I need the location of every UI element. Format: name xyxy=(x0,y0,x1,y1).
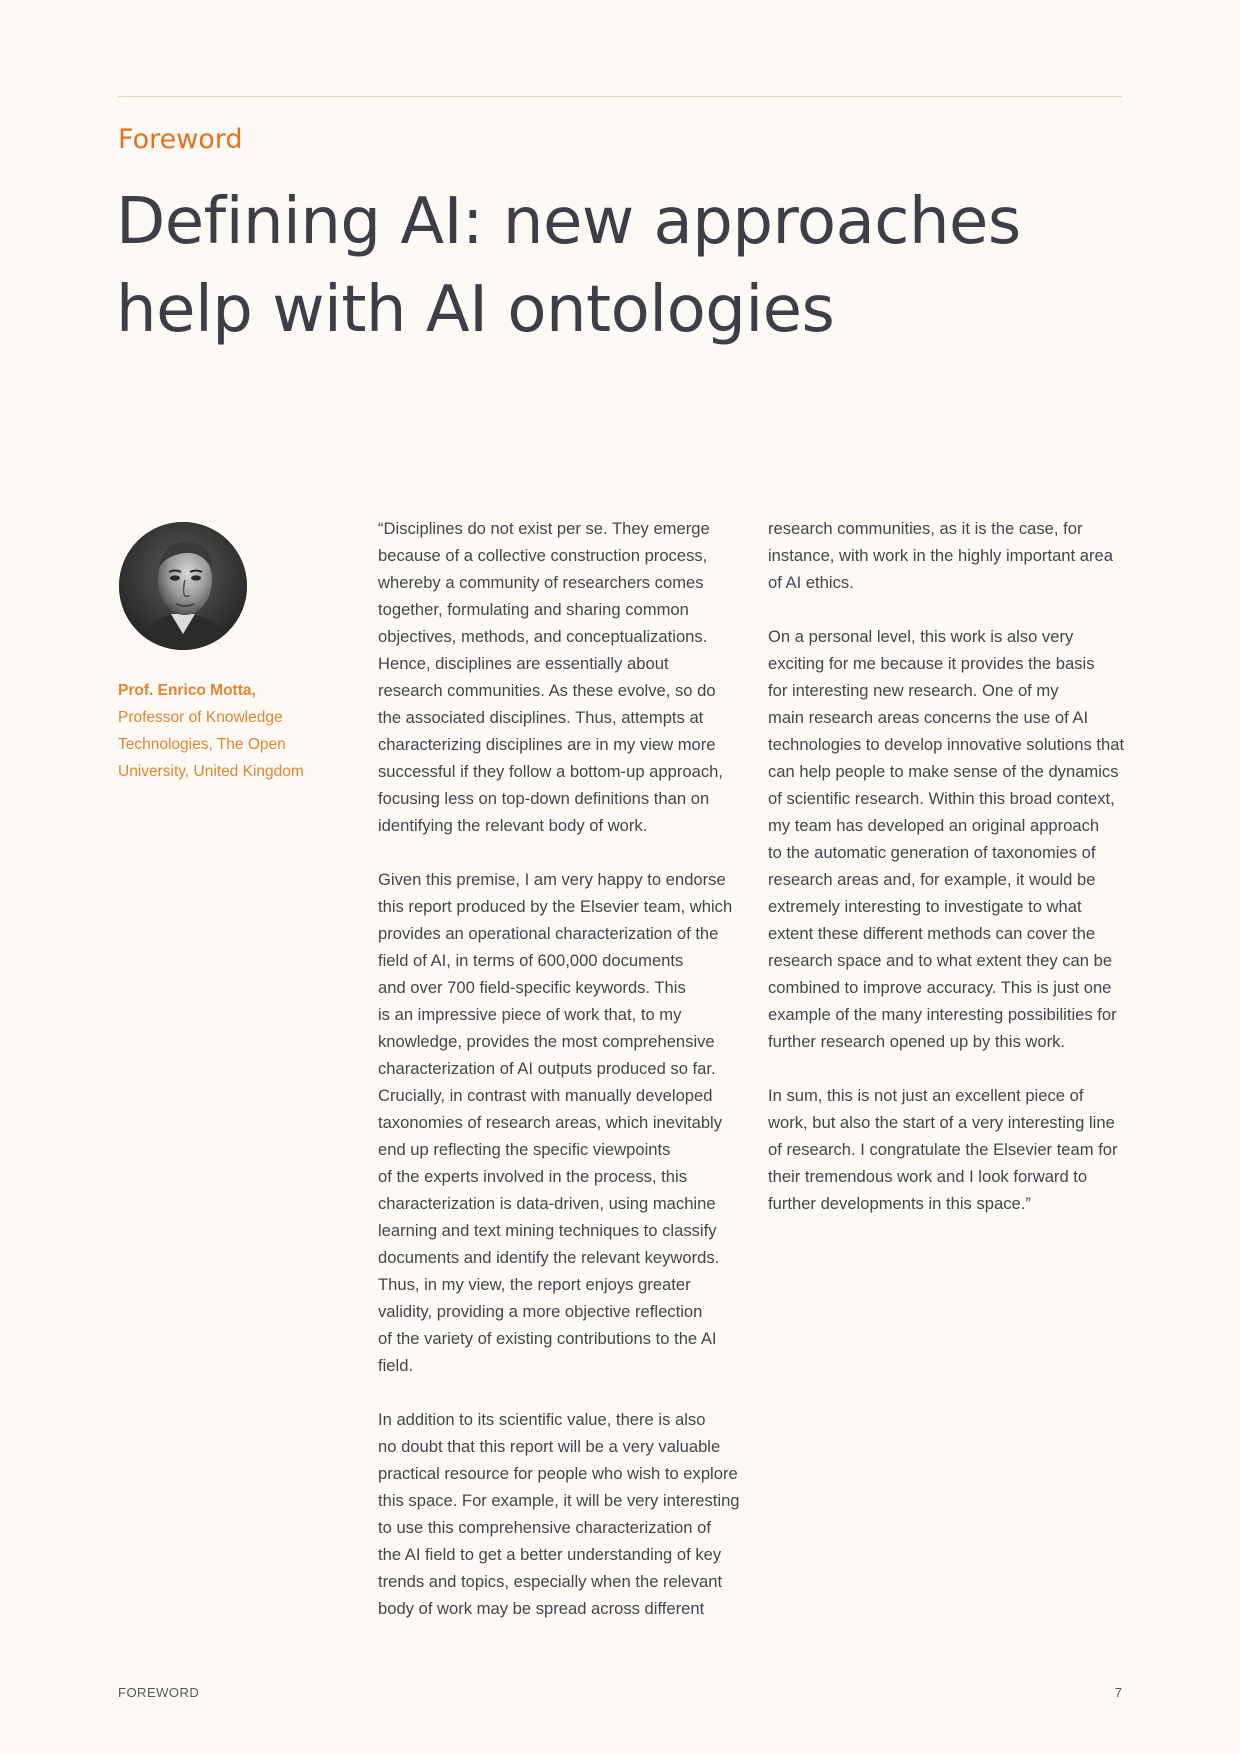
body-column-2 xyxy=(768,515,1138,1244)
page-number: 7 xyxy=(1114,1685,1122,1700)
author-block xyxy=(118,677,328,785)
author-role: Professor of Knowledge Technologies, The Open University, United Kingdom xyxy=(118,709,304,780)
body-column-1 xyxy=(378,515,748,1649)
page-title: Defining AI: new approaches help with AI ontologies xyxy=(116,185,1021,347)
header-divider xyxy=(118,96,1122,97)
paragraph: In sum, this is not just an excellent piece of work, but also the start of a very interesting line of research. I congratulate the Elsevier team for their tremendous work and I look forward to further developments in this space.” xyxy=(768,1086,1118,1213)
author-avatar xyxy=(119,522,247,650)
paragraph: In addition to its scientific value, there is also no doubt that this report will be a very valuable practical resource for people who wish to explore this space. For example, it will be very interesting to use this comprehensive characterization of the AI field to get a better understanding of key trends and topics, especially when the relevant body of work may be spread across different xyxy=(378,1410,740,1618)
author-name: Prof. Enrico Motta, xyxy=(118,682,256,699)
footer-section-label: FOREWORD xyxy=(118,1685,200,1700)
paragraph: Given this premise, I am very happy to endorse this report produced by the Elsevier team, which provides an operational characterization of the field of AI, in terms of 600,000 documents and over 700 field-specific keywords. This is an impressive piece of work that, to my knowledge, provides the most comprehensive characterization of AI outputs produced so far. Crucially, in contrast with manually developed taxonomies of research areas, which inevitably end up reflecting the specific viewpoints of the experts involved in the process, this characterization is data-driven, using machine learning and text mining techniques to classify documents and identify the relevant keywords. Thus, in my view, the report enjoys greater validity, providing a more objective reflection of the variety of existing contributions to the AI field. xyxy=(378,870,733,1375)
paragraph: “Disciplines do not exist per se. They emerge because of a collective construction process, whereby a community of researchers comes together, formulating and sharing common objectives, methods, and conceptualizations. Hence, disciplines are essentially about research communities. As these evolve, so do the associated disciplines. Thus, attempts at characterizing disciplines are in my view more successful if they follow a bottom-up approach, focusing less on top-down definitions than on identifying the relevant body of work. xyxy=(378,519,723,835)
section-label: Foreword xyxy=(118,124,243,155)
paragraph: research communities, as it is the case, for instance, with work in the highly important area of AI ethics. xyxy=(768,519,1113,592)
paragraph: On a personal level, this work is also very exciting for me because it provides the basis for interesting new research. One of my main research areas concerns the use of AI technologies to develop innovative solutions that can help people to make sense of the dynamics of scientific research. Within this broad context, my team has developed an original approach to the automatic generation of taxonomies of research areas and, for example, it would be extremely interesting to investigate to what extent these different methods can cover the research space and to what extent they can be combined to improve accuracy. This is just one example of the many interesting possibilities for further research opened up by this work. xyxy=(768,627,1125,1051)
